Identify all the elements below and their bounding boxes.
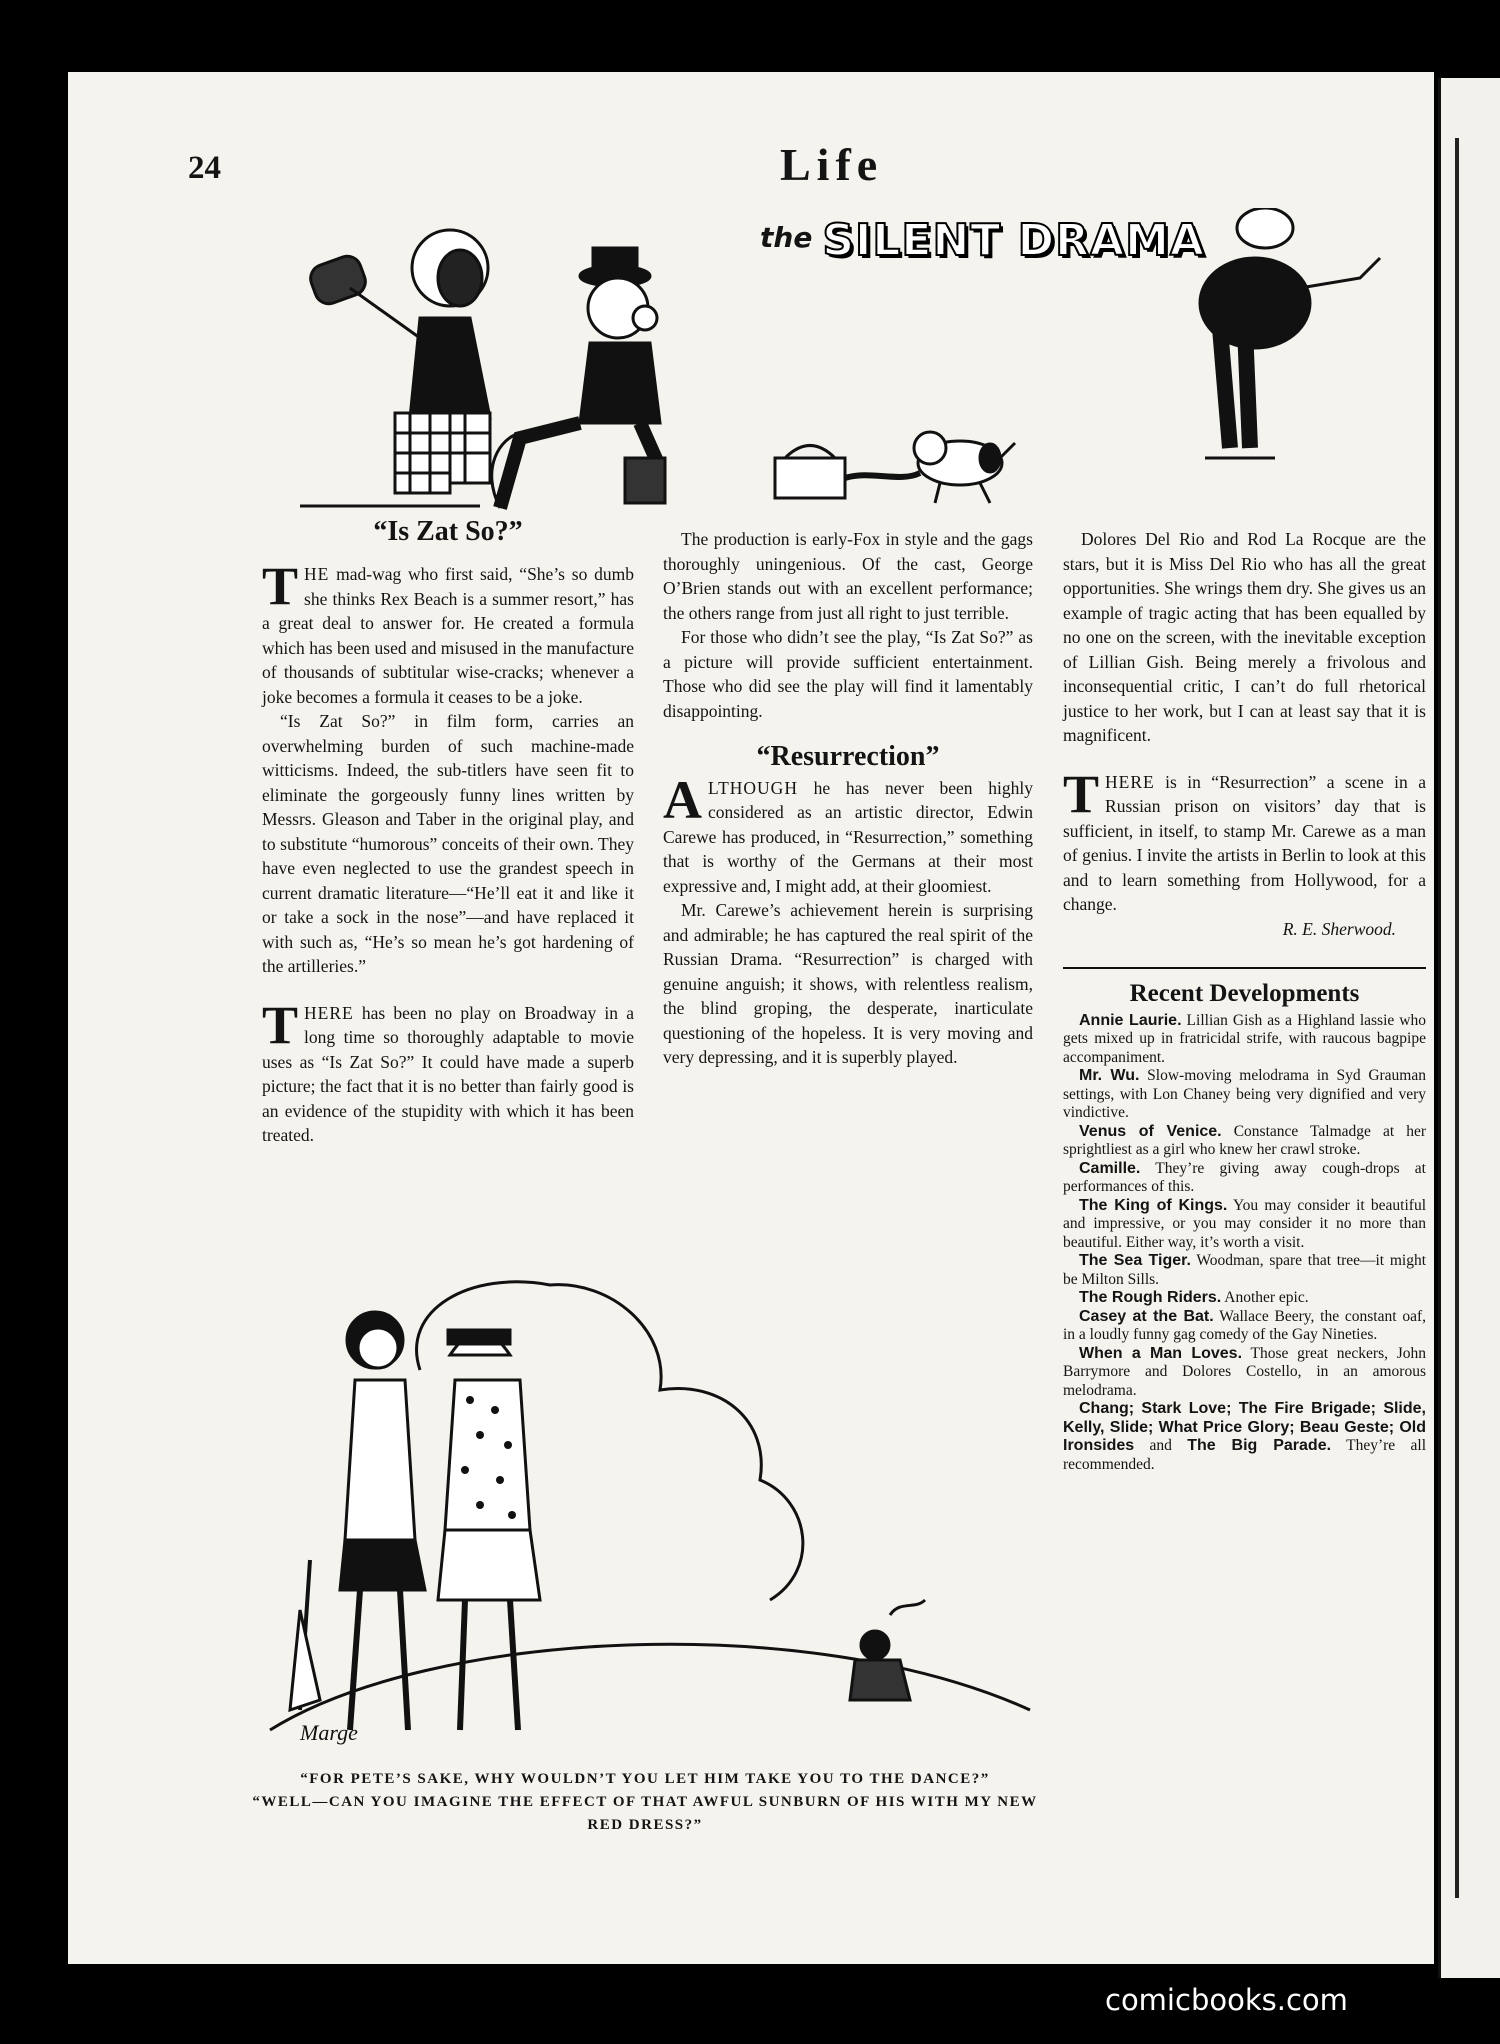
recent-item <box>1063 1308 1426 1345</box>
recent-item <box>1063 1289 1426 1308</box>
recent-item-title: The King of Kings. <box>1079 1196 1228 1214</box>
recent-item-title: Camille. <box>1079 1159 1141 1177</box>
recent-item-title: The Sea Tiger. <box>1079 1252 1191 1269</box>
adjacent-page-edge <box>1438 78 1500 1978</box>
author-signature: R. E. Sherwood. <box>1282 918 1396 939</box>
recent-item-text: Those great neckers, John Barrymore and Dolores Costello, in an amorous melodrama. <box>1063 1344 1426 1399</box>
cartoon-caption <box>245 1768 1045 1837</box>
divider <box>1063 967 1426 969</box>
artist-signature: Marge <box>300 1720 358 1745</box>
recent-item-text: They’re all recommended. <box>1063 1437 1427 1473</box>
page-number: 24 <box>188 150 221 186</box>
recent-item <box>1063 1345 1426 1401</box>
paragraph: The production is early-Fox in style and the gags thoroughly uningenious. Of the cast, George O’Brien stands out with an excellent performance; the others range from just all right to just terrible. <box>663 529 1033 623</box>
recent-item-text: They’re giving away cough-drops at performances of this. <box>1063 1159 1426 1195</box>
magazine-title: Life <box>780 139 884 190</box>
recent-item-title: Mr. Wu. <box>1079 1067 1140 1084</box>
column-three <box>1063 527 1426 1474</box>
caption-line: “FOR PETE’S SAKE, WHY WOULDN’T YOU LET HIM TAKE YOU TO THE DANCE?” <box>300 1771 990 1787</box>
recent-item-text: Wallace Beery, the constant oaf, in a loudly funny gag comedy of the Gay Nineties. <box>1063 1307 1427 1343</box>
recent-item <box>1063 1012 1426 1068</box>
recent-item-title: Chang; Stark Love; The Fire Brigade; Slide, Kelly, Slide; What Price Glory; Beau Geste; Old Ironsides <box>1063 1400 1426 1454</box>
recent-item <box>1063 1197 1426 1253</box>
recent-item-title: Venus of Venice. <box>1079 1122 1222 1140</box>
lead-word: LTHOUGH <box>708 777 798 798</box>
recent-list <box>1063 1012 1426 1401</box>
drop-cap: T <box>262 556 299 616</box>
drop-cap: T <box>262 994 299 1055</box>
paragraph: he has never been highly considered as an artistic director, Edwin Carewe has produced, in “Resurrection,” something that is worthy of the Germans at their most expressive and, I might add, at their gloomiest. <box>663 777 1033 896</box>
paragraph: Mr. Carewe’s achievement herein is surprising and admirable; he has captured the real spirit of the Russian Drama. “Resurrection” is charged with genuine anguish; it shows, with relentless realism, the blind groping, the desperate, inarticulate questioning of the hopeless. It is very moving and very depressing, and it is superbly played. <box>663 900 1033 1067</box>
column-two <box>663 527 1033 1070</box>
paragraph: is in “Resurrection” a scene in a Russian prison on visitors’ day that is sufficient, in itself, to stamp Mr. Carewe as a man of genius. I invite the artists in Berlin to look at this and to learn something from Hollywood, for a change. <box>1063 771 1426 914</box>
paragraph: has been no play on Broadway in a long time so thoroughly adaptable to movie uses as “Is Zat So?” It could have made a superb picture; the fact that it is no better than fairly good is an evidence of the stupidity with which it has been treated. <box>262 1002 634 1145</box>
section-title: SILENT DRAMA <box>822 215 1205 266</box>
recent-item <box>1063 1160 1426 1197</box>
lead-word: HERE <box>1105 771 1155 792</box>
recent-item-text: Constance Talmadge at her sprightliest as a girl who knew her crawl stroke. <box>1063 1122 1426 1158</box>
recent-heading: Recent Developments <box>1129 980 1360 1007</box>
recent-developments <box>1063 980 1427 1474</box>
recent-item <box>1063 1123 1426 1160</box>
header-cartoon-illustration <box>300 208 1410 513</box>
paragraph: Dolores Del Rio and Rod La Rocque are the stars, but it is Miss Del Rio who has all the great opportunities. She wrings them dry. She gives us an example of tragic acting that has been equalled by no one on the screen, with the inevitable exception of Lillian Gish. Being merely a frivolous and inconsequential critic, I can’t do full rhetorical justice to her work, but I can at least say that it is magnificent. <box>1063 529 1426 745</box>
paragraph: “Is Zat So?” in film form, carries an overwhelming burden of such machine-made witticisms. Indeed, the sub-titlers have seen fit to eliminate the gorgeously funny lines written by Messrs. Gleason and Taber in the original play, and to substitute “humorous” conceits of their own. They have even neglected to use the grandest speech in current dramatic literature—“He’ll eat it and like it or take a sock in the nose”—and have replaced it with such as, “He’s so mean he’s got hardening of the artilleries.” <box>262 711 634 976</box>
paragraph: For those who didn’t see the play, “Is Zat So?” as a picture will provide sufficient entertainment. Those who did see the play will find it lamentably disappointing. <box>663 627 1033 721</box>
recent-item <box>1063 1067 1426 1123</box>
article-title: “Is Zat So?” <box>373 516 523 547</box>
lead-word: HERE <box>304 1002 354 1023</box>
recent-item-text: Slow-moving melodrama in Syd Grauman settings, with Lon Chaney being very dignified and very vindictive. <box>1063 1067 1426 1121</box>
recent-item <box>1063 1252 1426 1289</box>
drop-cap: A <box>663 769 702 830</box>
article-is-zat-so <box>262 516 634 1148</box>
lead-word: HE <box>304 564 330 584</box>
recent-item-text: Woodman, spare that tree—it might be Milton Sills. <box>1063 1252 1427 1288</box>
recent-item-title: The Big Parade. <box>1187 1437 1332 1454</box>
recent-item-title: Annie Laurie. <box>1079 1011 1182 1029</box>
caption-line: “WELL—CAN YOU IMAGINE THE EFFECT OF THAT AWFUL SUNBURN OF HIS WITH MY NEW RED DRESS?” <box>252 1794 1038 1833</box>
article-title: “Resurrection” <box>756 741 940 772</box>
paragraph: mad-wag who first said, “She’s so dumb she thinks Rex Beach is a summer resort,” has a great deal to answer for. He created a formula which has been used and misused in the manufacture of thousands of subtitular wise-cracks; whenever a joke becomes a formula it ceases to be a joke. <box>262 564 634 707</box>
recent-item-title: When a Man Loves. <box>1079 1344 1243 1362</box>
section-prefix: the <box>760 221 813 254</box>
drop-cap: T <box>1063 763 1100 824</box>
recent-item-title: Casey at the Bat. <box>1079 1307 1214 1325</box>
recent-item-text: You may consider it beautiful and impressive, or you may consider it no more than beautiful. Either way, it’s worth a visit. <box>1063 1196 1426 1251</box>
watermark: comicbooks.com <box>1105 1983 1348 2017</box>
recent-item-text: Another epic. <box>1221 1289 1309 1306</box>
bottom-cartoon-illustration <box>250 1270 1040 1755</box>
recent-item-title: The Rough Riders. <box>1079 1289 1222 1306</box>
recent-item: Chang; Stark Love; The Fire Brigade; Slide, Kelly, Slide; What Price Glory; Beau Geste; Old Ironsides and The Big Parade. They’re all recommended. <box>1063 1400 1427 1473</box>
recent-item-text: Lillian Gish as a Highland lassie who gets mixed up in fratricidal strife, with raucous bagpipe accompaniment. <box>1063 1011 1426 1066</box>
